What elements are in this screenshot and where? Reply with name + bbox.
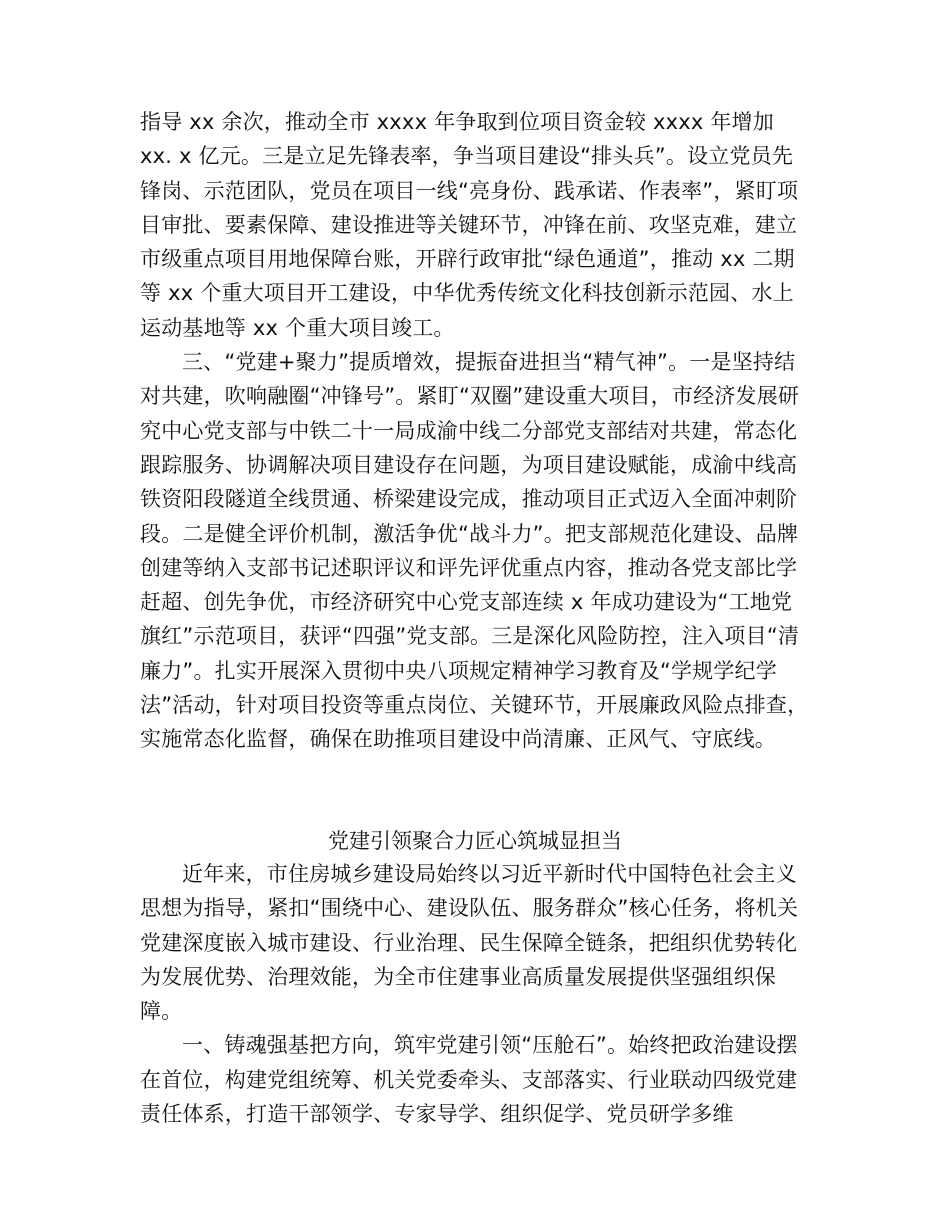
second-article-body <box>140 857 810 1131</box>
article-title: 党建引领聚合力匠心筑城显担当 <box>328 829 622 853</box>
paragraph-one: 一、铸魂强基把方向，筑牢党建引领“压舱石”。始终把政治建设摆在首位，构建党组统筹、机关党委牵头、支部落实、行业联动四级党建责任体系，打造干部领学、专家导学、组织促学、党员研学多维 <box>140 1033 798 1127</box>
intro-paragraph: 近年来，市住房城乡建设局始终以习近平新时代中国特色社会主义思想为指导，紧扣“围绕中心、建设队伍、服务群众”核心任务，将机关党建深度嵌入城市建设、行业治理、民生保障全链条，把组织优势转化为发展优势、治理效能，为全市住建事业高质量发展提供坚强组织保障。 <box>140 862 799 1024</box>
continuation-paragraph: 指导 xx 余次，推动全市 xxxx 年争取到位项目资金较 xxxx 年增加 xx. x 亿元。三是立足先锋表率，争当项目建设“排头兵”。设立党员先锋岗、示范团队，党员在项目一线“亮身份、践承诺、作表率”，紧盯项目审批、要素保障、建设推进等关键环节，冲锋在前、攻坚克难，建立市级重点项目用地保障台账，开辟行政审批“绿色通道”，推动 xx 二期等 xx 个重大项目开工建设，中华优秀传统文化科技创新示范园、水上运动基地等 xx 个重大项目竣工。 <box>140 110 799 340</box>
top-text-section <box>140 105 810 757</box>
paragraph-three: 三、“党建+聚力”提质增效，提振奋进担当“精气神”。一是坚持结对共建，吹响融圈“冲锋号”。紧盯“双圈”建设重大项目，市经济发展研究中心党支部与中铁二十一局成渝中线二分部党支部结对共建，常态化跟踪服务、协调解决项目建设存在问题，为项目建设赋能，成渝中线高铁资阳段隧道全线贯通、桥梁建设完成，推动项目正式迈入全面冲刺阶段。二是健全评价机制，激活争优“战斗力”。把支部规范化建设、品牌创建等纳入支部书记述职评议和评先评优重点内容，推动各党支部比学赶超、创先争优，市经济研究中心党支部连续 x 年成功建设为“工地党旗红”示范项目，获评“四强”党支部。三是深化风险防控，注入项目“清廉力”。扎实开展深入贯彻中央八项规定精神学习教育及“学规学纪学法”活动，针对项目投资等重点岗位、关键环节，开展廉政风险点排查，实施常态化监督，确保在助推项目建设中尚清廉、正风气、守底线。 <box>140 350 809 752</box>
